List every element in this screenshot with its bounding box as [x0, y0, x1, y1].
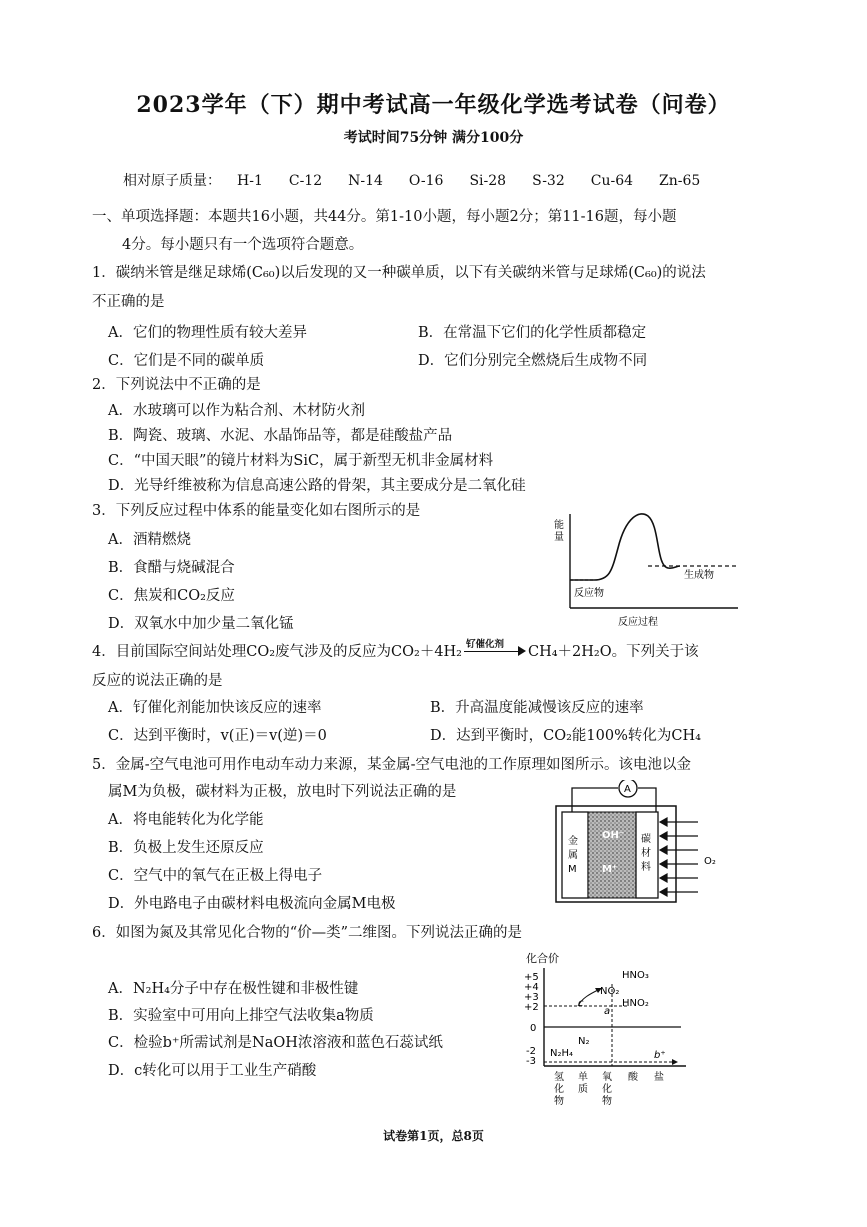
energy-curve: [570, 514, 680, 580]
xcat-hydride-2: 化: [554, 1084, 564, 1095]
species-c: c: [578, 998, 584, 1009]
q6-stem: 6．如图为氮及其常见化合物的“价—类”二维图。下列说法正确的是: [92, 925, 523, 941]
product-label: 生成物: [684, 570, 714, 581]
species-n2: N₂: [578, 1036, 590, 1047]
metal-label-1: 金: [568, 836, 578, 847]
species-b: b⁺: [654, 1050, 666, 1061]
atomic-masses: [123, 170, 700, 190]
ytick-zero: 0: [530, 1023, 537, 1034]
q6-option-d: D．c转化可以用于工业生产硝酸: [108, 1063, 317, 1079]
q5-stem-line1: 5．金属-空气电池可用作电动车动力来源，某金属-空气电池的工作原理如图所示。该电池以金: [92, 757, 692, 773]
q1-option-b: B．在常温下它们的化学性质都稳定: [418, 325, 647, 341]
wire-left: [572, 788, 618, 812]
q4-stem-line2: 反应的说法正确的是: [92, 673, 223, 689]
q4-stem-line1: [92, 640, 699, 661]
metal-label-2: 属: [568, 850, 578, 861]
reactant-label: 反应物: [574, 588, 604, 599]
q5-option-c: C．空气中的氧气在正极上得电子: [108, 868, 323, 884]
xcat-oxide-1: 氧: [602, 1072, 612, 1083]
valence-ylabel: 化合价: [526, 952, 559, 965]
air-inlet-arrows: [660, 818, 698, 896]
q4-option-b: B．升高温度能减慢该反应的速率: [430, 700, 644, 716]
q3-option-a: A．酒精燃烧: [108, 532, 191, 548]
mass-n: N-14: [348, 173, 383, 189]
q1-stem-line1: 1．碳纳米管是继足球烯(C₆₀)以后发现的又一种碳单质，以下有关碳纳米管与足球烯(C₆₀)的说法: [92, 265, 706, 281]
page-footer: 试卷第1页，总8页: [383, 1129, 484, 1143]
q6-option-a: A．N₂H₄分子中存在极性键和非极性键: [108, 981, 359, 997]
xcat-element-2: 质: [578, 1084, 588, 1095]
mass-zn: Zn-65: [659, 173, 701, 189]
ytick-minus2: -2: [526, 1046, 536, 1057]
xcat-oxide-3: 物: [602, 1096, 612, 1107]
q2-option-c: C．“中国天眼”的镜片材料为SiC，属于新型无机非金属材料: [108, 453, 494, 469]
ytick-plus4: +4: [524, 982, 539, 993]
q6-option-b: B．实验室中可用向上排空气法收集a物质: [108, 1008, 374, 1024]
carbon-label-1: 碳: [641, 834, 651, 845]
q4-option-c: C．达到平衡时，v(正)＝v(逆)＝0: [108, 728, 327, 744]
section-heading-line1: 一、单项选择题：本题共16小题，共44分。第1-10小题，每小题2分；第11-16题，每小题: [92, 209, 677, 225]
carbon-label-2: 材: [641, 848, 651, 859]
xcat-hydride-1: 氢: [554, 1072, 564, 1083]
q5-option-a: A．将电能转化为化学能: [108, 812, 264, 828]
q3-stem: 3．下列反应过程中体系的能量变化如右图所示的是: [92, 503, 421, 519]
species-hno2: HNO₂: [622, 998, 649, 1009]
mass-cu: Cu-64: [590, 173, 634, 189]
q4-option-a: A．钌催化剂能加快该反应的速率: [108, 700, 322, 716]
minus3-arrowhead: [672, 1059, 678, 1065]
q4-stem-part1: 4．目前国际空间站处理CO₂废气涉及的反应为CO₂＋4H₂: [92, 644, 462, 660]
q4-option-d: D．达到平衡时，CO₂能100%转化为CH₄: [430, 728, 701, 744]
species-n2h4: N₂H₄: [550, 1048, 574, 1059]
q5-stem-line2: 属M为负极，碳材料为正极，放电时下列说法正确的是: [108, 784, 457, 800]
q5-option-d: D．外电路电子由碳材料电极流向金属M电极: [108, 896, 396, 912]
species-hno3: HNO₃: [622, 970, 649, 981]
mass-s: S-32: [532, 173, 565, 189]
catalyst-label: 钌催化剂: [466, 639, 505, 650]
energy-ylabel-2: 量: [554, 532, 564, 543]
q3-option-b: B．食醋与烧碱混合: [108, 560, 235, 576]
q2-option-b: B．陶瓷、玻璃、水泥、水晶饰品等，都是硅酸盐产品: [108, 428, 453, 444]
catalyst-arrow: [462, 639, 528, 659]
xcat-element-1: 单: [578, 1072, 588, 1083]
carbon-label-3: 料: [641, 862, 651, 873]
energy-diagram: [548, 508, 748, 630]
section-heading-line2: 4分。每小题只有一个选项符合题意。: [122, 237, 364, 253]
mass-o: O-16: [408, 173, 444, 189]
q3-option-c: C．焦炭和CO₂反应: [108, 588, 235, 604]
energy-xlabel: 反应过程: [618, 617, 658, 628]
q5-option-b: B．负极上发生还原反应: [108, 840, 264, 856]
ytick-plus3: +3: [524, 992, 539, 1003]
energy-ylabel-1: 能: [554, 520, 564, 531]
valence-class-diagram: [516, 944, 701, 1116]
q1-stem-line2: 不正确的是: [92, 294, 165, 310]
electrolyte: [588, 812, 636, 898]
ion-m: M⁺: [602, 864, 618, 875]
wire-right: [638, 788, 656, 812]
species-no2: NO₂: [600, 986, 620, 997]
q2-option-a: A．水玻璃可以作为粘合剂、木材防火剂: [108, 403, 365, 419]
exam-subtitle: 考试时间75分钟 满分100分: [343, 130, 524, 146]
q2-option-d: D．光导纤维被称为信息高速公路的骨架，其主要成分是二氧化硅: [108, 478, 526, 494]
ammeter-label: A: [624, 784, 631, 795]
mass-c: C-12: [288, 173, 323, 189]
q3-option-d: D．双氧水中加少量二氧化锰: [108, 616, 294, 632]
exam-title: 2023学年（下）期中考试高一年级化学选考试卷（问卷）: [136, 92, 731, 118]
q1-option-a: A．它们的物理性质有较大差异: [108, 325, 307, 341]
mass-si: Si-28: [469, 173, 507, 189]
xcat-hydride-3: 物: [554, 1096, 564, 1107]
atomic-masses-label: 相对原子质量：: [123, 173, 221, 189]
battery-diagram: [548, 780, 728, 910]
q2-stem: 2．下列说法中不正确的是: [92, 377, 261, 393]
ytick-minus3: -3: [526, 1056, 536, 1067]
species-a: a: [604, 1006, 611, 1017]
mass-h: H-1: [237, 173, 263, 189]
ytick-plus2: +2: [524, 1002, 539, 1013]
q6-option-c: C．检验b⁺所需试剂是NaOH浓溶液和蓝色石蕊试纸: [108, 1035, 443, 1051]
xcat-acid: 酸: [628, 1072, 638, 1083]
q4-stem-part2: CH₄＋2H₂O。下列关于该: [528, 644, 699, 660]
q1-option-d: D．它们分别完全燃烧后生成物不同: [418, 353, 648, 369]
ytick-plus5: +5: [524, 972, 539, 983]
ion-oh: OH⁻: [602, 830, 625, 841]
xcat-salt: 盐: [654, 1072, 664, 1083]
q1-option-c: C．它们是不同的碳单质: [108, 353, 265, 369]
xcat-oxide-2: 化: [602, 1084, 612, 1095]
metal-label-3: M: [568, 864, 577, 875]
o2-label: O₂: [704, 856, 716, 867]
